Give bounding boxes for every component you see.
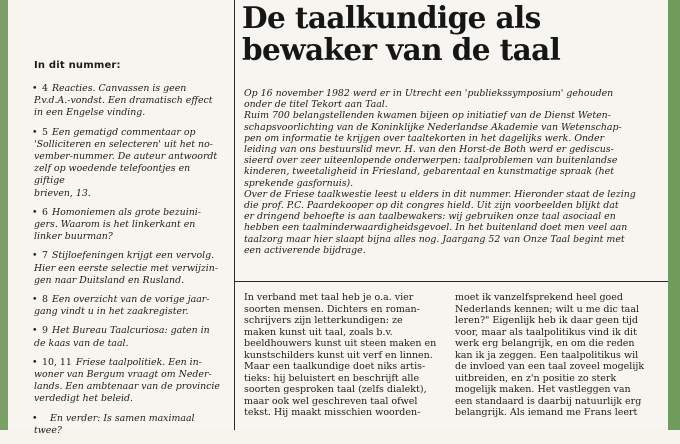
toc-item-text: brieven, 13. (34, 187, 91, 199)
toc-title: In dit nummer: (34, 60, 121, 71)
toc-item (34, 294, 223, 318)
text-line: mogelijk maken. Het vastleggen van (455, 384, 631, 395)
toc-item-text: zelf op woedende telefoontjes en giftige (34, 163, 191, 187)
table-of-contents (18, 60, 223, 444)
text-line: een standaard is daarbij natuurlijk erg (455, 395, 642, 407)
toc-item (34, 413, 223, 437)
text-line: schrijvers zijn letterkundigen: ze (244, 315, 403, 326)
bullet-icon: • (32, 412, 38, 424)
bullet-icon: • (32, 250, 38, 262)
toc-item (34, 357, 223, 406)
text-line: sieerd over zeer uiteenlopende onderwerpen: taalproblemen van buitenlandse (244, 155, 618, 167)
text-line: hebben een taalminderwaardigheidsgevoel. In het buitenland doet men veel aan (244, 222, 628, 234)
bullet-icon: • (32, 325, 38, 337)
toc-list (18, 83, 223, 437)
toc-item-text: Het Bureau Taalcuriosa: gaten in (51, 325, 210, 337)
text-line: tekst. Hij maakt misschien woorden- (244, 407, 421, 418)
text-line: tieks: hij beluistert en beschrijft alle (244, 372, 420, 384)
toc-page-number: 9 (42, 325, 48, 337)
headline-line: De taalkundige als (242, 0, 541, 35)
text-line: moet ik vanzelfsprekend heel goed (455, 292, 623, 303)
headline-line: bewaker van de taal (242, 32, 561, 67)
text-line: die prof. P.C. Paardekooper op dit congres hield. Uit zijn voorbeelden blijkt dat (244, 200, 619, 212)
toc-page-number: 4 (42, 83, 48, 94)
right-green-margin (668, 0, 680, 430)
toc-item (34, 250, 223, 287)
column-divider (234, 0, 235, 430)
toc-item-text: Een overzicht van de vorige jaar- (51, 294, 210, 306)
text-line: leren?" Eigenlijk heb ik daar geen tijd (455, 315, 638, 326)
text-line: schapsvoorlichting van de Koninklijke Nederlandse Akademie van Wetenschap- (244, 121, 622, 133)
toc-item-text: gers. Waarom is het linkerkant en (34, 219, 196, 231)
text-line: voor, maar als taalpolitikus vind ik dit (455, 326, 637, 338)
toc-item-text: Een gematigd commentaar op (51, 126, 196, 138)
bullet-icon: • (32, 126, 38, 138)
text-line: soorten mensen. Dichters en roman- (244, 303, 420, 315)
text-line: taalzorg maar hier slaapt bijna alles nog. Jaargang 52 van Onze Taal begint met (244, 233, 625, 245)
bullet-icon: • (32, 294, 38, 306)
toc-item-text: 'Solliciteren en selecteren' uit het no- (34, 138, 213, 150)
toc-item-text: gen naar Duitsland en Rusland. (34, 274, 185, 286)
article-headline (242, 2, 662, 66)
toc-item-text: P.v.d.A.-vondst. Een dramatisch effect (34, 95, 213, 107)
text-line: In verband met taal heb je o.a. vier (244, 292, 414, 303)
text-line: maken kunst uit taal, zoals b.v. (244, 326, 393, 338)
text-line: kinderen, tweetaligheid in Friesland, gebarentaal en kunstmatige spraak (het (244, 166, 615, 178)
toc-item-text: linker buurman? (34, 231, 113, 243)
text-line: Maar een taalkundige doet niks artis- (244, 361, 426, 372)
toc-item-text: verdedigt het beleid. (34, 393, 134, 405)
text-line: Ruim 700 belangstellenden kwamen bijeen op initiatief van de Dienst Weten- (244, 110, 611, 122)
body-column-left (244, 292, 446, 419)
body-column-right (455, 292, 663, 419)
text-line: Op 16 november 1982 werd er in Utrecht een 'publiekssymposium' gehouden (244, 88, 614, 99)
toc-page-number: 6 (42, 206, 48, 218)
toc-item-text: gang vindt u in het zaakregister. (34, 306, 189, 318)
text-line: kunstschilders kunst uit verf en linnen. (244, 349, 433, 361)
text-line: maar ook wel geschreven taal ofwel (244, 395, 418, 407)
toc-item-text: de kaas van de taal. (34, 337, 129, 349)
toc-item (34, 127, 223, 200)
section-divider (234, 281, 668, 282)
text-line: de invloed van een taal zoveel mogelijk (455, 361, 645, 372)
toc-item (34, 325, 223, 349)
toc-item-text: vember-nummer. De auteur antwoordt (34, 151, 218, 163)
toc-page-number: 7 (42, 250, 48, 262)
text-line: uitbreiden, en z'n positie zo sterk (455, 372, 617, 384)
text-line: sprekende gasfornuis). (244, 177, 354, 189)
toc-item-text: Homoniemen als grote bezuini- (51, 206, 201, 218)
text-line: belangrijk. Als iemand me Frans leert (455, 407, 638, 418)
toc-item-text: woner van Bergum vraagt om Neder- (34, 369, 212, 381)
toc-item-text: Friese taalpolitiek. Een in- (75, 356, 202, 368)
text-line: Nederlands kennen; wilt u me dic taal (455, 303, 640, 315)
left-green-margin (0, 0, 8, 430)
toc-item-text: Reacties. Canvassen is geen (51, 83, 187, 94)
toc-item-text: Stijloefeningen krijgt een vervolg. (51, 250, 215, 262)
text-line: kan ik ja zeggen. Een taalpolitikus wil (455, 349, 639, 361)
text-line: pen om informatie te krijgen over taaltekorten in het dagelijks werk. Onder (244, 132, 605, 144)
toc-item-text: Hier een eerste selectie met verwijzin- (34, 262, 219, 274)
toc-item (34, 207, 223, 244)
article-intro (244, 88, 662, 256)
bullet-icon: • (32, 356, 38, 368)
text-line: beeldhouwers kunst uit steen maken en (244, 338, 437, 349)
text-line: soorten gesproken taal (zelfs dialekt), (244, 384, 427, 395)
toc-page-number: 5 (42, 126, 48, 138)
toc-page-number: 10, 11 (42, 356, 72, 368)
text-line: onder de titel Tekort aan Taal. (244, 99, 388, 111)
toc-item (34, 83, 223, 120)
bullet-icon: • (32, 83, 38, 94)
toc-page-number: 8 (42, 294, 48, 306)
toc-item-text: En verder: Is samen maximaal twee? (34, 412, 195, 436)
bullet-icon: • (32, 206, 38, 218)
text-line: een activerende bijdrage. (244, 244, 366, 256)
text-line: leiding van ons bestuurslid mevr. H. van den Horst-de Both werd er gediscus- (244, 144, 614, 156)
text-line: werk erg belangrijk, en om die reden (455, 338, 635, 349)
text-line: er dringend behoefte is aan taalbewakers: wij gebruiken onze taal asociaal en (244, 211, 616, 223)
toc-item-text: lands. Een ambtenaar van de provincie (34, 381, 220, 393)
toc-item-text: in een Engelse vinding. (34, 107, 146, 119)
text-line: Over de Friese taalkwestie leest u elders in dit nummer. Hieronder staat de lezing (244, 188, 636, 200)
